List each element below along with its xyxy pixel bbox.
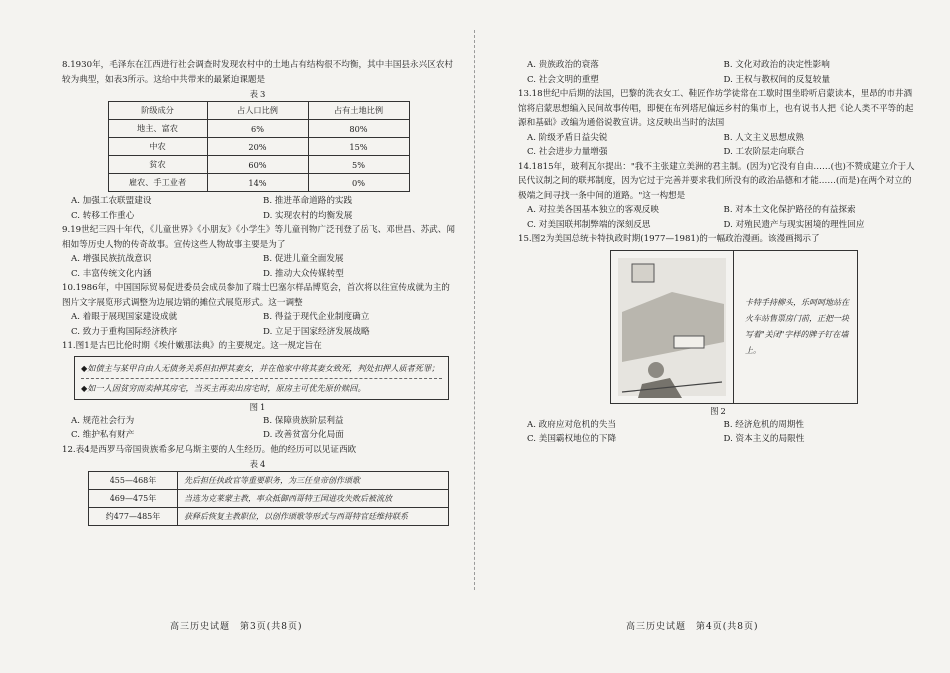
q14-stem: 14.1815年，玻利瓦尔提出："我不主张建立美洲的君主制。(因为)它没有自由……(也)不赞成建立介于人民代议制之间的联邦制度，因为它过于完善并要求我们所没有的政治品德和才能……(而是)在两个对立的极端之间寻找一条中间的道路。"这一构想是	[518, 161, 915, 201]
option-c: C. 致力于重构国际经济秩序	[71, 326, 178, 337]
table-cell: 中农	[108, 138, 207, 156]
option-d: D. 实现农村的均衡发展	[263, 210, 353, 221]
figure2-cartoon	[610, 250, 858, 404]
page-divider	[474, 30, 475, 590]
table-cell: 15%	[308, 138, 409, 156]
q12-options	[518, 58, 920, 87]
option-d: D. 立足于国家经济发展战略	[263, 326, 370, 337]
table-cell: 14%	[207, 174, 308, 192]
table-row	[89, 472, 449, 490]
option-b: B. 保障贵族阶层利益	[263, 415, 344, 426]
option-a: A. 政府应对危机的失当	[527, 419, 617, 430]
table-cell: 贫农	[108, 156, 207, 174]
q13-stem: 13.18世纪中后期的法国，巴黎的洗衣女工、鞋匠作坊学徒常在工歇时围坐聆听启蒙读本，里昂的市井酒馆将启蒙思想编入民间故事传唱，即便在布列塔尼偏远乡村的集市上，也有说书人把《论人类不平等的起源和基础》改编为通俗说教宣讲。这反映出当时的法国	[518, 89, 914, 128]
option-b: B. 推进革命道路的实践	[263, 196, 353, 206]
option-b: B. 人文主义思想成熟	[723, 132, 805, 143]
table-cell: 约477—485年	[89, 508, 178, 526]
table4-caption: 表4	[249, 459, 268, 469]
option-a: A. 阶级矛盾日益尖锐	[527, 132, 608, 143]
option-a: A. 增强民族抗战意识	[71, 254, 152, 264]
q13-options	[518, 131, 920, 160]
station-sign	[674, 336, 704, 348]
table-cell: 20%	[207, 138, 308, 156]
table-header: 占有土地比例	[308, 102, 409, 120]
q9-options	[62, 252, 455, 281]
footer-page-3: 高三历史试题 第3页(共8页)	[170, 622, 303, 632]
table-row	[108, 156, 409, 174]
law-rule-1: ◆如债主与某甲自由人无债务关系但扣押其妻女，并在他家中将其妻女致死，判处扣押人质者死罪；	[81, 362, 440, 373]
option-a: A. 规范社会行为	[71, 415, 135, 426]
option-d: D. 工农阶层走向联合	[723, 147, 805, 157]
option-d: D. 资本主义的局限性	[723, 434, 805, 444]
table-cell: 先后担任执政官等重要职务，为三任皇帝创作颂歌	[178, 472, 449, 490]
option-b: B. 促进儿童全面发展	[263, 254, 344, 264]
option-d: D. 王权与教权间的反复较量	[723, 74, 831, 85]
option-a: A. 加强工农联盟建设	[71, 196, 152, 206]
option-c: C. 社会文明的重塑	[527, 74, 599, 85]
q10-options	[62, 310, 455, 339]
q15-options	[518, 418, 920, 447]
table-cell: 469—475年	[89, 490, 178, 508]
table-row	[108, 120, 409, 138]
footer-page-4: 高三历史试题 第4页(共8页)	[626, 622, 759, 632]
q9-stem: 9.19世纪三四十年代，《儿童世界》《小朋友》《小学生》等儿童刊物广泛刊登了岳飞、邓世昌、苏武、闻相如等历史人物的传奇故事。宣传这些人物故事主要是为了	[62, 225, 455, 250]
q15-stem: 15.图2为美国总统卡特执政时期(1977—1981)的一幅政治漫画。该漫画揭示了	[518, 234, 820, 244]
table-cell: 地主、富农	[108, 120, 207, 138]
table-row	[108, 174, 409, 192]
cartoon-drawing	[612, 252, 732, 402]
option-d: D. 改善贫富分化局面	[263, 430, 344, 440]
table-cell: 0%	[308, 174, 409, 192]
option-c: C. 美国霸权地位的下降	[527, 434, 617, 444]
cartoon-split	[733, 251, 734, 403]
table-cell: 当选为克莱蒙主教，率众抵御西哥特王国进攻失败后被流放	[178, 490, 449, 508]
option-a: A. 贵族政治的衰落	[527, 60, 599, 70]
option-b: B. 文化对政治的决定性影响	[723, 60, 830, 70]
option-d: D. 推动大众传媒转型	[263, 268, 344, 279]
option-b: B. 经济危机的周期性	[723, 419, 805, 430]
table-row	[89, 508, 449, 526]
q8-options	[62, 194, 455, 223]
option-c: C. 丰富传统文化内涵	[71, 268, 152, 279]
option-a: A. 着眼于展现国家建设成就	[71, 312, 178, 322]
option-d: D. 对殖民遗产与现实困境的理性回应	[723, 219, 865, 230]
q11-options	[62, 414, 455, 443]
q12-stem: 12.表4是西罗马帝国贵族希多尼乌斯主要的人生经历。他的经历可以见证西欧	[62, 444, 357, 455]
q11-stem: 11.图1是古巴比伦时期《埃什嫩那法典》的主要规定。这一规定旨在	[62, 341, 322, 351]
table-row	[108, 102, 409, 120]
table-cell: 60%	[207, 156, 308, 174]
table-cell: 获释后恢复主教职位，以创作颂歌等形式与西哥特官廷维持联系	[178, 508, 449, 526]
law-rule-2: ◆如一人因贫穷而卖掉其房宅，当买主再卖出房宅时，原房主可优先原价赎回。	[81, 378, 442, 395]
table-header: 阶级成分	[108, 102, 207, 120]
table4	[88, 471, 449, 526]
figure1-caption: 图1	[249, 401, 268, 412]
table-cell: 6%	[207, 120, 308, 138]
table-cell: 455—468年	[89, 472, 178, 490]
table-header: 占人口比例	[207, 102, 308, 120]
option-c: C. 社会进步力量增强	[527, 147, 608, 157]
table-row	[89, 490, 449, 508]
exam-page-4	[478, 0, 950, 673]
sign-board	[632, 264, 654, 282]
table-row	[108, 138, 409, 156]
table3	[108, 101, 410, 192]
option-b: B. 得益于现代企业制度确立	[263, 312, 370, 322]
table-cell: 5%	[308, 156, 409, 174]
q10-stem: 10.1986年，中国国际贸易促进委员会成员参加了瑞士巴塞尔样品博览会，首次将以往宣传成就为主的图片文字展览形式调整为边展边销的摊位式展览形式。这一调整	[62, 283, 450, 308]
table-cell: 80%	[308, 120, 409, 138]
option-a: A. 对拉美各国基本独立的客观反映	[527, 205, 659, 215]
option-c: C. 维护私有财产	[71, 430, 135, 440]
q8-stem: 8.1930年，毛泽东在江西进行社会调查时发现农村中的土地占有结构很不均衡，其中丰国县永兴区农村较为典型，如表3所示。这给中共带来的最紧迫课题是	[62, 60, 454, 85]
option-c: C. 对美国联邦制弊端的深刻反思	[527, 219, 651, 230]
cartoon-note: 卡特手持柳头，乐呵呵地站在火车站售票房门前，正把一块写着"关闭"字样的牌子钉在墙上。	[745, 297, 849, 355]
figure1-law-box	[74, 356, 449, 400]
figure-head	[648, 362, 664, 378]
figure2-caption: 图2	[710, 405, 728, 416]
table3-caption: 表3	[249, 89, 268, 99]
option-b: B. 对本土文化保护路径的有益探索	[723, 205, 856, 215]
q14-options	[518, 203, 920, 232]
table-cell: 雇农、手工业者	[108, 174, 207, 192]
option-c: C. 转移工作重心	[71, 210, 135, 221]
